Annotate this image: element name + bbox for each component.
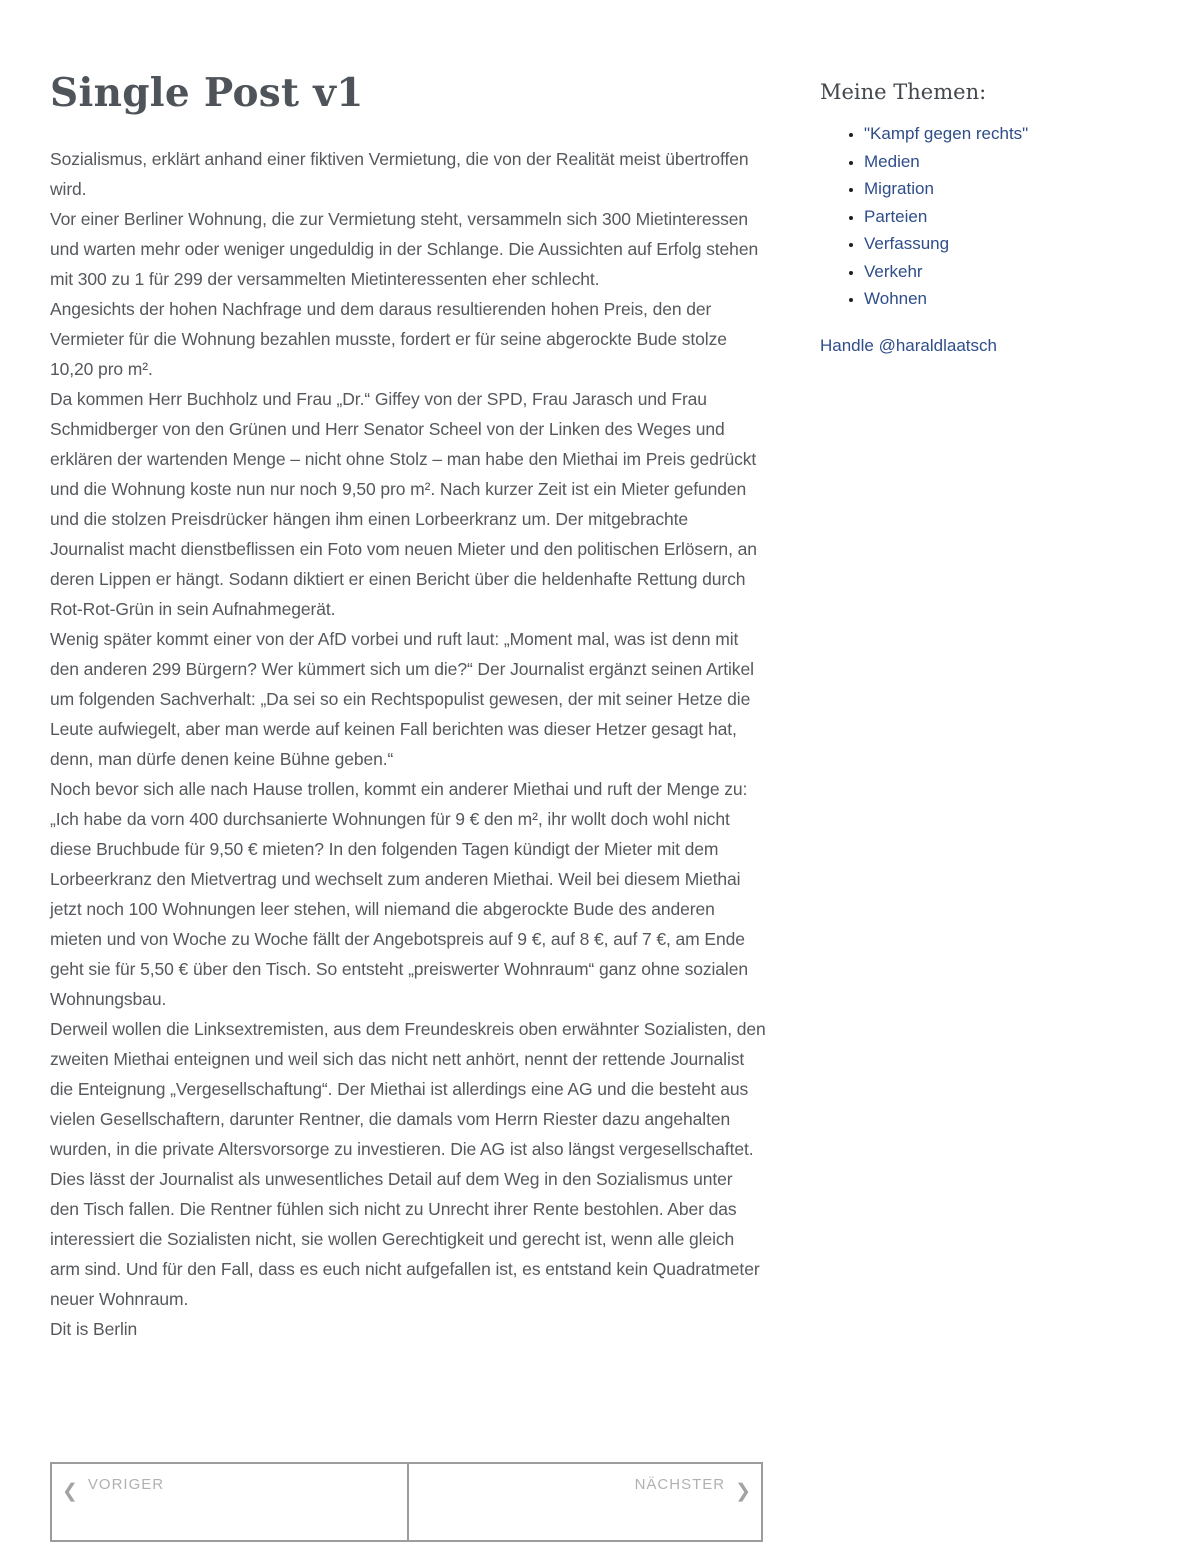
topic-list-item	[864, 148, 1160, 176]
article-paragraph: Sozialismus, erklärt anhand einer fiktiven Vermietung, die von der Realität meist übertroffen wird.	[50, 149, 749, 199]
next-post-button[interactable]	[407, 1464, 762, 1540]
article-body	[50, 144, 766, 1344]
article-paragraph: Angesichts der hohen Nachfrage und dem daraus resultierenden hohen Preis, den der Vermieter für die Wohnung bezahlen musste, fordert er für seine abgerockte Bude stolze 10,20 pro m².	[50, 299, 727, 379]
topic-list	[820, 120, 1160, 313]
topic-list-item	[864, 120, 1160, 148]
sidebar-topic-verfassung[interactable]: Verfassung	[864, 234, 950, 253]
chevron-right-icon: ❯	[735, 1481, 751, 1502]
previous-post-button[interactable]	[52, 1464, 407, 1540]
topic-list-item	[864, 285, 1160, 313]
topics-sidebar	[820, 0, 1160, 357]
previous-post-label: VORIGER	[87, 1476, 165, 1493]
article-paragraph: Da kommen Herr Buchholz und Frau „Dr.“ Giffey von der SPD, Frau Jarasch und Frau Schmidberger von den Grünen und Herr Senator Scheel von der Linken des Weges und erklären der wartenden Menge – nicht ohne Stolz – man habe den Miethai im Preis gedrückt und die Wohnung koste nun nur noch 9,50 pro m². Nach kurzer Zeit ist ein Mieter gefunden und die stolzen Preisdrücker hängen ihm einen Lorbeerkranz um. Der mitgebrachte Journalist macht dienstbeflissen ein Foto vom neuen Mieter und den politischen Erlösern, an deren Lippen er hängt. Sodann diktiert er einen Bericht über die heldenhafte Rettung durch Rot-Rot-Grün in sein Aufnahmegerät.	[50, 389, 757, 619]
sidebar-topic-medien[interactable]: Medien	[864, 151, 920, 171]
sidebar-heading: Meine Themen:	[820, 80, 987, 104]
article-paragraph: Wenig später kommt einer von der AfD vorbei und ruft laut: „Moment mal, was ist denn mit den anderen 299 Bürgern? Wer kümmert sich um die?“ Der Journalist ergänzt seinen Artikel um folgenden Sachverhalt: „Da sei so ein Rechtspopulist gewesen, der mit seiner Hetze die Leute aufwiegelt, aber man werde auf keinen Fall berichten was dieser Hetzer gesagt hat, denn, man dürfe denen keine Bühne geben.“	[50, 629, 754, 769]
sidebar-topic-parteien[interactable]: Parteien	[864, 206, 928, 226]
article-paragraph: Vor einer Berliner Wohnung, die zur Vermietung steht, versammeln sich 300 Mietinteressen und warten mehr oder weniger ungeduldig in der Schlange. Die Aussichten auf Erfolg stehen mit 300 zu 1 für 299 der versammelten Mietinteressenten eher schlecht.	[50, 209, 759, 289]
sidebar-topic-migration[interactable]: Migration	[864, 179, 934, 198]
topic-list-item	[864, 258, 1160, 286]
author-handle-link[interactable]: Handle @haraldlaatsch	[820, 335, 997, 355]
sidebar-topic-verkehr[interactable]: Verkehr	[864, 261, 923, 281]
page-title: Single Post v1	[50, 70, 364, 116]
sidebar-topic-kampf-gegen-rechts[interactable]: "Kampf gegen rechts"	[864, 124, 1029, 143]
article-column	[50, 0, 766, 1344]
next-post-label: NÄCHSTER	[634, 1476, 726, 1493]
chevron-left-icon: ❮	[62, 1481, 78, 1502]
post-pagination	[50, 1462, 763, 1542]
topic-list-item	[864, 230, 1160, 258]
topic-list-item	[864, 175, 1160, 203]
sidebar-topic-wohnen[interactable]: Wohnen	[864, 289, 928, 308]
topic-list-item	[864, 203, 1160, 231]
article-paragraph: Derweil wollen die Linksextremisten, aus dem Freundeskreis oben erwähnter Sozialisten, den zweiten Miethai enteignen und weil sich das nicht nett anhört, nennt der rettende Journalist die Enteignung „Vergesellschaftung“. Der Miethai ist allerdings eine AG und die besteht aus vielen Gesellschaftern, darunter Rentner, die damals vom Herrn Riester dazu angehalten wurden, in die private Altersvorsorge zu investieren. Die AG ist also längst vergesellschaftet. Dies lässt der Journalist als unwesentliches Detail auf dem Weg in den Sozialismus unter den Tisch fallen. Die Rentner fühlen sich nicht zu Unrecht ihrer Rente bestohlen. Aber das interessiert die Sozialisten nicht, sie wollen Gerechtigkeit und gerecht ist, wenn alle gleich arm sind. Und für den Fall, dass es euch nicht aufgefallen ist, es entstand kein Quadratmeter neuer Wohnraum.	[50, 1019, 766, 1309]
article-paragraph: Noch bevor sich alle nach Hause trollen, kommt ein anderer Miethai und ruft der Menge zu: „Ich habe da vorn 400 durchsanierte Wohnungen für 9 € den m², ihr wollt doch wohl nicht diese Bruchbude für 9,50 € mieten? In den folgenden Tagen kündigt der Mieter mit dem Lorbeerkranz den Mietvertrag und wechselt zum anderen Miethai. Weil bei diesem Miethai jetzt noch 100 Wohnungen leer stehen, will niemand die abgerockte Bude des anderen mieten und von Woche zu Woche fällt der Angebotspreis auf 9 €, auf 8 €, auf 7 €, am Ende geht sie für 5,50 € über den Tisch. So entsteht „preiswerter Wohnraum“ ganz ohne sozialen Wohnungsbau.	[50, 779, 748, 1009]
article-paragraph: Dit is Berlin	[50, 1319, 138, 1339]
